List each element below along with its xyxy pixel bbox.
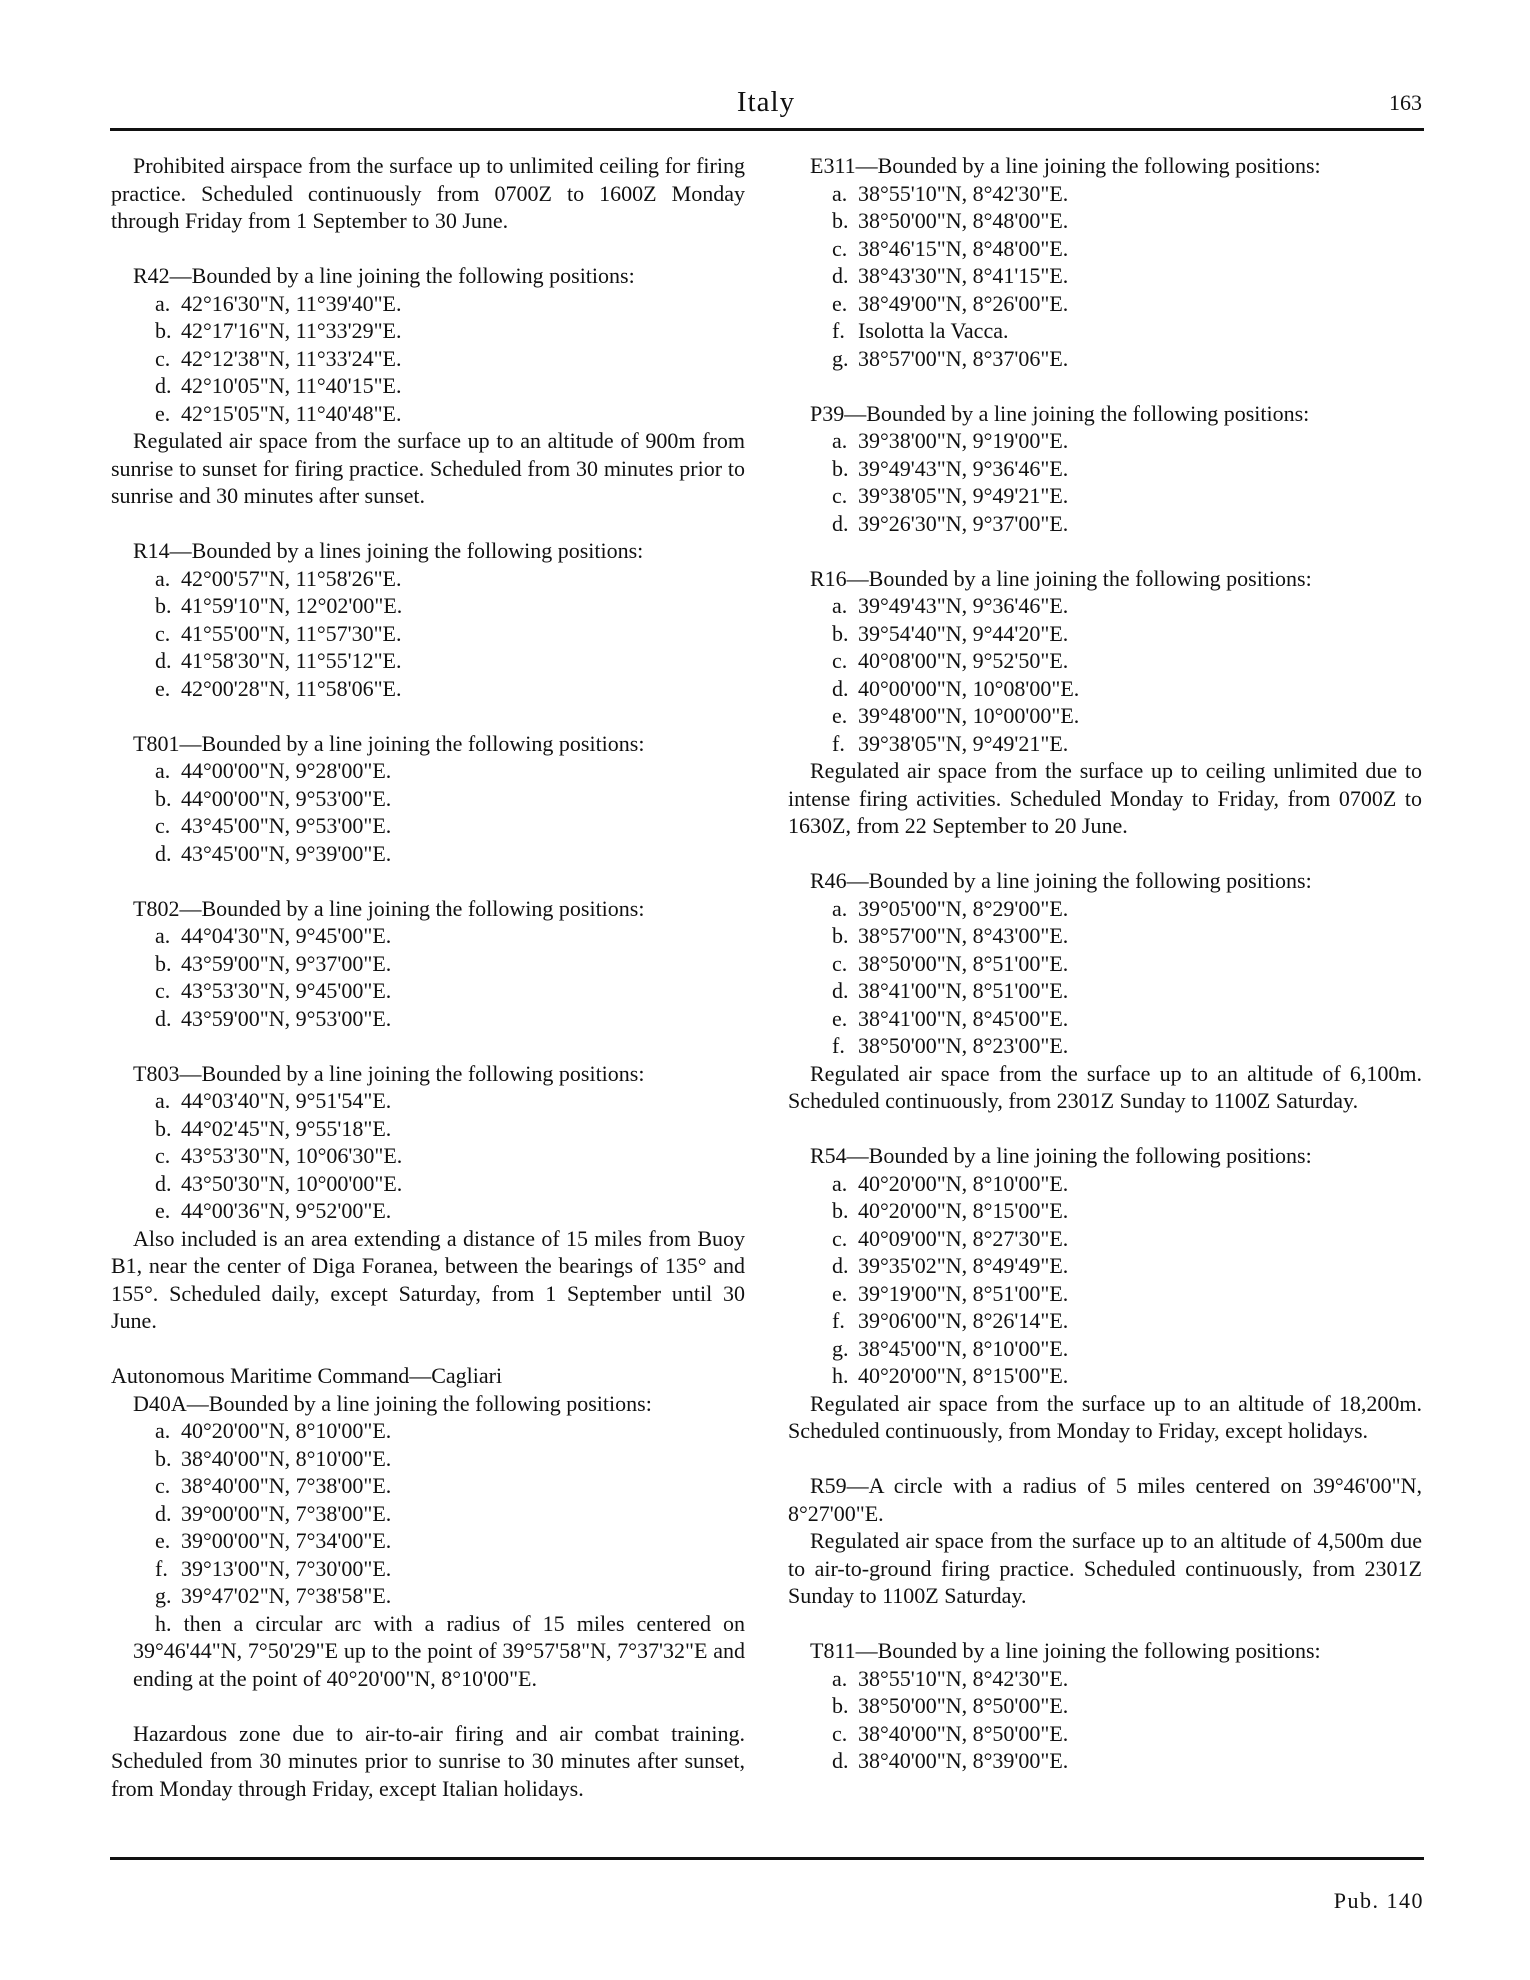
position-item: e. 39°48'00"N, 10°00'00"E. bbox=[832, 703, 1080, 728]
section-label: E311—Bounded by a line joining the following positions: bbox=[810, 153, 1321, 178]
position-item: h. 40°20'00"N, 8°15'00"E. bbox=[832, 1363, 1069, 1388]
position-item: d. 39°00'00"N, 7°38'00"E. bbox=[155, 1500, 392, 1526]
section-d40a bbox=[111, 1390, 745, 1803]
position-item: c. 39°38'05"N, 9°49'21"E. bbox=[832, 483, 1069, 508]
section-note: Regulated air space from the surface up to ceiling unlimited due to intense firing activities. Scheduled Monday to Friday, from 0700Z to 1630Z, from 22 September to 20 June. bbox=[788, 758, 1422, 838]
section-label: R42—Bounded by a line joining the following positions: bbox=[133, 263, 635, 288]
position-item: c. 38°50'00"N, 8°51'00"E. bbox=[832, 950, 1069, 976]
section-r54 bbox=[788, 1142, 1422, 1445]
position-item: e. 39°00'00"N, 7°34'00"E. bbox=[155, 1528, 392, 1553]
position-item: b. 43°59'00"N, 9°37'00"E. bbox=[155, 950, 392, 976]
position-item: a. 38°55'10"N, 8°42'30"E. bbox=[832, 1665, 1069, 1691]
page-header bbox=[110, 86, 1422, 126]
position-item: d. 43°50'30"N, 10°00'00"E. bbox=[155, 1170, 403, 1196]
position-item: a. 40°20'00"N, 8°10'00"E. bbox=[832, 1170, 1069, 1196]
section-label: R14—Bounded by a lines joining the following positions: bbox=[133, 538, 644, 563]
position-item: b. 38°50'00"N, 8°48'00"E. bbox=[832, 208, 1069, 233]
position-item: d. 43°59'00"N, 9°53'00"E. bbox=[155, 1005, 392, 1031]
position-item: a. 39°38'00"N, 9°19'00"E. bbox=[832, 428, 1069, 453]
section-e311 bbox=[788, 152, 1422, 372]
position-item: a. 44°03'40"N, 9°51'54"E. bbox=[155, 1088, 392, 1113]
section-t811 bbox=[788, 1637, 1422, 1775]
position-item: d. 38°40'00"N, 8°39'00"E. bbox=[832, 1748, 1069, 1773]
section-label: T811—Bounded by a line joining the following positions: bbox=[810, 1638, 1321, 1663]
position-item: c. 42°12'38"N, 11°33'24"E. bbox=[155, 345, 402, 371]
intro-paragraph: Prohibited airspace from the surface up to unlimited ceiling for firing practice. Scheduled continuously from 0700Z to 1600Z Monday through Friday from 1 September to 30 June. bbox=[111, 153, 745, 233]
position-item: d. 41°58'30"N, 11°55'12"E. bbox=[155, 648, 402, 673]
footer-rule bbox=[110, 1857, 1424, 1860]
section-label: T802—Bounded by a line joining the following positions: bbox=[133, 895, 645, 921]
position-item: b. 38°50'00"N, 8°50'00"E. bbox=[832, 1693, 1069, 1718]
section-note: Regulated air space from the surface up to an altitude of 4,500m due to air-to-ground firing practice. Scheduled continuously, from 2301Z Sunday to 1100Z Saturday. bbox=[788, 1528, 1422, 1608]
position-item: d. 38°41'00"N, 8°51'00"E. bbox=[832, 978, 1069, 1003]
position-item: d. 38°43'30"N, 8°41'15"E. bbox=[832, 263, 1069, 288]
position-item: a. 40°20'00"N, 8°10'00"E. bbox=[155, 1418, 392, 1443]
position-item: g. 38°45'00"N, 8°10'00"E. bbox=[832, 1335, 1069, 1361]
section-note: Regulated air space from the surface up to an altitude of 900m from sunrise to sunset for firing practice. Scheduled from 30 minutes prior to sunrise and 30 minutes after sunset. bbox=[111, 428, 745, 508]
position-item: e. 39°19'00"N, 8°51'00"E. bbox=[832, 1280, 1069, 1306]
position-item: g. 39°47'02"N, 7°38'58"E. bbox=[155, 1583, 392, 1608]
position-item: c. 38°40'00"N, 7°38'00"E. bbox=[155, 1473, 392, 1498]
position-item: b. 39°49'43"N, 9°36'46"E. bbox=[832, 455, 1069, 481]
section-label: D40A—Bounded by a line joining the following positions: bbox=[133, 1390, 652, 1416]
section-label: R16—Bounded by a line joining the following positions: bbox=[810, 565, 1312, 591]
section-p39 bbox=[788, 400, 1422, 538]
position-item: b. 40°20'00"N, 8°15'00"E. bbox=[832, 1198, 1069, 1223]
position-item: d. 42°10'05"N, 11°40'15"E. bbox=[155, 373, 402, 398]
position-item: d. 39°26'30"N, 9°37'00"E. bbox=[832, 510, 1069, 536]
position-item: b. 38°40'00"N, 8°10'00"E. bbox=[155, 1445, 392, 1471]
position-item: b. 41°59'10"N, 12°02'00"E. bbox=[155, 593, 403, 618]
position-item: a. 42°16'30"N, 11°39'40"E. bbox=[155, 290, 402, 316]
position-item: e. 44°00'36"N, 9°52'00"E. bbox=[155, 1198, 392, 1223]
position-item: f. 38°50'00"N, 8°23'00"E. bbox=[832, 1033, 1069, 1058]
section-label: R46—Bounded by a line joining the following positions: bbox=[810, 868, 1312, 893]
section-t801 bbox=[111, 730, 745, 868]
section-note: Hazardous zone due to air-to-air firing and air combat training. Scheduled from 30 minutes prior to sunrise to 30 minutes after sunset, from Monday through Friday, except Italian holidays. bbox=[111, 1720, 745, 1801]
position-item: a. 39°49'43"N, 9°36'46"E. bbox=[832, 593, 1069, 618]
position-item: c. 38°40'00"N, 8°50'00"E. bbox=[832, 1720, 1069, 1746]
position-item: d. 40°00'00"N, 10°08'00"E. bbox=[832, 675, 1080, 701]
position-item: b. 38°57'00"N, 8°43'00"E. bbox=[832, 923, 1069, 948]
section-label: R59—A circle with a radius of 5 miles centered on 39°46'00"N, 8°27'00"E. bbox=[788, 1473, 1422, 1526]
section-r42 bbox=[111, 262, 745, 510]
position-item: c. 43°53'30"N, 10°06'30"E. bbox=[155, 1143, 403, 1168]
position-item: c. 38°46'15"N, 8°48'00"E. bbox=[832, 235, 1069, 261]
position-item: a. 42°00'57"N, 11°58'26"E. bbox=[155, 565, 402, 591]
position-item: c. 43°45'00"N, 9°53'00"E. bbox=[155, 813, 392, 838]
page-number: 163 bbox=[1389, 90, 1422, 115]
right-column bbox=[788, 152, 1422, 1775]
position-item: b. 39°54'40"N, 9°44'20"E. bbox=[832, 620, 1069, 646]
position-item: f. 39°13'00"N, 7°30'00"E. bbox=[155, 1555, 392, 1581]
publication-label: Pub. 140 bbox=[1333, 1888, 1424, 1913]
section-r59 bbox=[788, 1472, 1422, 1610]
position-item: c. 40°09'00"N, 8°27'30"E. bbox=[832, 1225, 1069, 1251]
position-item: e. 42°15'05"N, 11°40'48"E. bbox=[155, 400, 402, 426]
position-item: f. Isolotta la Vacca. bbox=[832, 318, 1009, 343]
section-label: R54—Bounded by a line joining the following positions: bbox=[810, 1143, 1312, 1168]
position-item: g. 38°57'00"N, 8°37'06"E. bbox=[832, 345, 1069, 371]
section-note: Regulated air space from the surface up to an altitude of 18,200m. Scheduled continuously, from Monday to Friday, except holidays. bbox=[788, 1390, 1422, 1443]
position-item: a. 44°00'00"N, 9°28'00"E. bbox=[155, 758, 392, 783]
section-label: P39—Bounded by a line joining the following positions: bbox=[810, 400, 1310, 426]
position-item: f. 39°06'00"N, 8°26'14"E. bbox=[832, 1308, 1069, 1333]
section-r16 bbox=[788, 565, 1422, 840]
position-item: b. 44°00'00"N, 9°53'00"E. bbox=[155, 785, 392, 811]
page-title: Italy bbox=[736, 86, 796, 118]
position-item: c. 43°53'30"N, 9°45'00"E. bbox=[155, 978, 392, 1003]
section-r46 bbox=[788, 867, 1422, 1115]
position-item: d. 39°35'02"N, 8°49'49"E. bbox=[832, 1253, 1069, 1278]
position-item: e. 42°00'28"N, 11°58'06"E. bbox=[155, 675, 402, 701]
command-heading: Autonomous Maritime Command—Cagliari bbox=[111, 1363, 503, 1388]
section-r14 bbox=[111, 537, 745, 702]
left-column bbox=[111, 152, 745, 1802]
position-item: c. 40°08'00"N, 9°52'50"E. bbox=[832, 648, 1069, 673]
position-item: e. 38°41'00"N, 8°45'00"E. bbox=[832, 1005, 1069, 1031]
position-item: a. 44°04'30"N, 9°45'00"E. bbox=[155, 923, 392, 948]
section-label: T803—Bounded by a line joining the following positions: bbox=[133, 1060, 645, 1086]
section-t802 bbox=[111, 895, 745, 1033]
position-item: f. 39°38'05"N, 9°49'21"E. bbox=[832, 730, 1069, 756]
section-note: Regulated air space from the surface up to an altitude of 6,100m. Scheduled continuously, from 2301Z Sunday to 1100Z Saturday. bbox=[788, 1060, 1422, 1113]
position-item: b. 42°17'16"N, 11°33'29"E. bbox=[155, 318, 402, 343]
position-item: a. 38°55'10"N, 8°42'30"E. bbox=[832, 180, 1069, 206]
position-item: b. 44°02'45"N, 9°55'18"E. bbox=[155, 1115, 392, 1141]
section-note: Also included is an area extending a distance of 15 miles from Buoy B1, near the center of Diga Foranea, between the bearings of 135° and 155°. Scheduled daily, except Saturday, from 1 September until 30 June. bbox=[111, 1225, 745, 1333]
position-item: c. 41°55'00"N, 11°57'30"E. bbox=[155, 620, 402, 646]
position-item: d. 43°45'00"N, 9°39'00"E. bbox=[155, 840, 392, 866]
header-rule bbox=[110, 128, 1424, 131]
position-item: a. 39°05'00"N, 8°29'00"E. bbox=[832, 895, 1069, 921]
arc-description: h. then a circular arc with a radius of 15 miles centered on 39°46'44"N, 7°50'29"E up to the point of 39°57'58"N, 7°37'32"E and ending at the point of 40°20'00"N, 8°10'00"E. bbox=[133, 1610, 746, 1691]
section-t803 bbox=[111, 1060, 745, 1335]
section-label: T801—Bounded by a line joining the following positions: bbox=[133, 730, 645, 756]
position-item: e. 38°49'00"N, 8°26'00"E. bbox=[832, 290, 1069, 316]
